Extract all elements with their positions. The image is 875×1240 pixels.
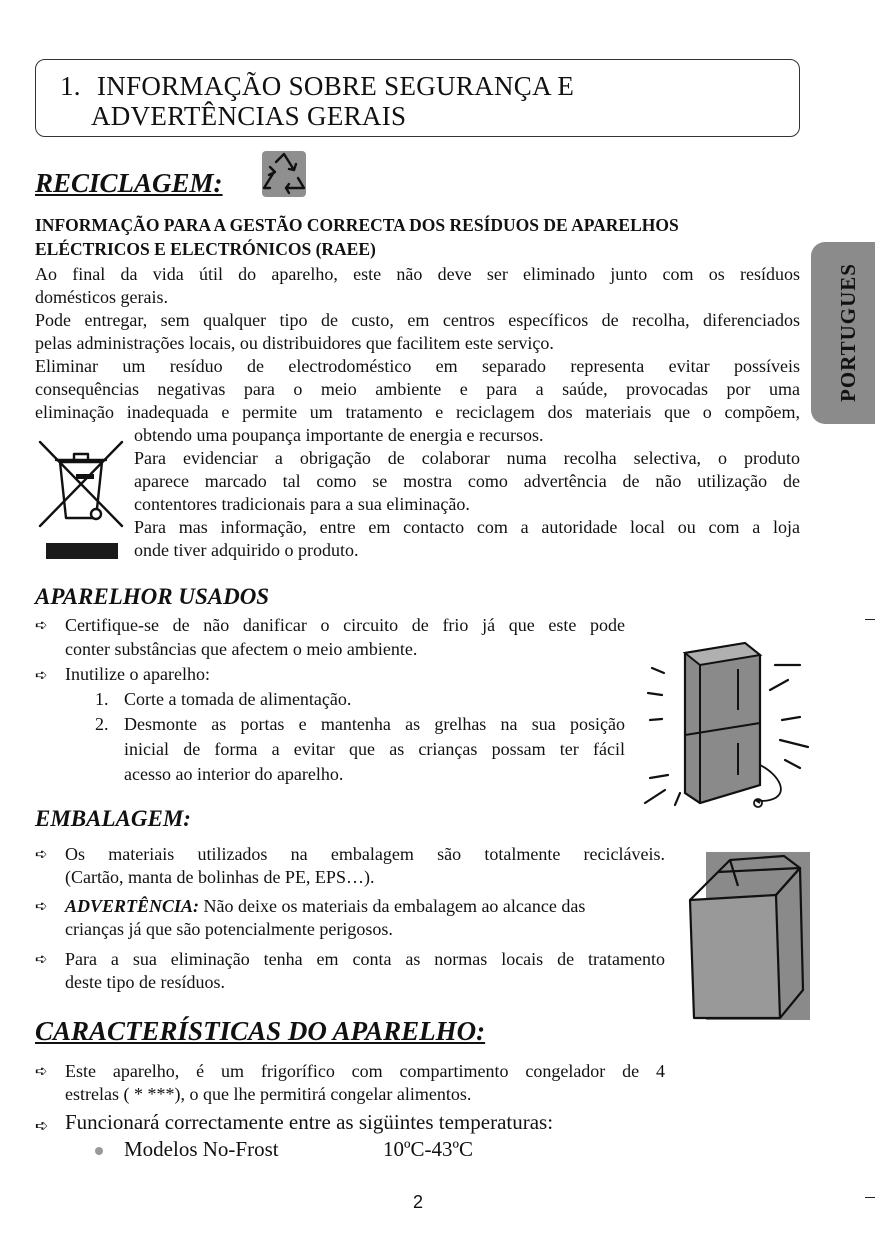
recycling-text-line: Ao final da vida útil do aparelho, este não deve ser eliminado junto com os resíduos xyxy=(35,264,800,284)
recycling-text-line: Pode entregar, sem qualquer tipo de custo, em centros específicos de recolha, diferenciados xyxy=(35,310,800,330)
recycling-text-line: domésticos gerais. xyxy=(35,287,168,307)
used-step-2-line1: Desmonte as portas e mantenha as grelhas na sua posição xyxy=(124,714,625,734)
used-bullet-2: Inutilize o aparelho: xyxy=(65,664,210,684)
used-step-2-line2: inicial de forma a evitar que as crianças possam ter fácil xyxy=(124,739,625,759)
recycling-text-line: consequências negativas para o meio ambiente e para a saúde, provocadas por uma xyxy=(35,379,800,399)
recycling-text-line: pelas administrações locais, ou distribuidores que facilitem este serviço. xyxy=(35,333,554,353)
old-fridge-illustration xyxy=(640,635,810,815)
arrow-bullet-icon: ➪ xyxy=(35,952,48,968)
arrow-bullet-icon: ➪ xyxy=(35,847,48,863)
dot-bullet-icon xyxy=(95,1147,103,1155)
features-bullet-2: Funcionará correctamente entre as sigüintes temperaturas: xyxy=(65,1110,554,1134)
used-step-1-number: 1. xyxy=(95,689,109,709)
temperature-range: 10ºC-43ºC xyxy=(383,1137,474,1161)
packaging-bullet-3-line1: Para a sua eliminação tenha em conta as normas locais de tratamento xyxy=(65,949,665,969)
packaging-box-illustration xyxy=(688,850,813,1022)
packaging-bullet-2-line1 xyxy=(65,895,585,918)
recycling-text-line: aparece marcado tal como se mostra como advertência de não utilização de xyxy=(134,471,800,491)
recycling-text-line: Para evidenciar a obrigação de colaborar numa recolha selectiva, o produto xyxy=(134,448,800,468)
warning-text: Não deixe os materiais da embalagem ao alcance das xyxy=(199,896,586,916)
arrow-bullet-icon: ➪ xyxy=(35,1064,48,1080)
section-title-line2: ADVERTÊNCIAS GERAIS xyxy=(91,101,407,131)
packaging-bullet-1-line1: Os materiais utilizados na embalagem são totalmente recicláveis. xyxy=(65,844,665,864)
recycling-heading: RECICLAGEM: xyxy=(35,168,223,198)
recycling-text-line: onde tiver adquirido o produto. xyxy=(134,540,359,560)
recycling-text-line: eliminação inadequada e permite um tratamento e reciclagem dos materiais que o compõem, xyxy=(35,402,800,422)
warning-label: ADVERTÊNCIA: xyxy=(65,896,200,916)
used-appliances-heading: APARELHOR USADOS xyxy=(35,584,270,609)
packaging-bullet-1-line2: (Cartão, manta de bolinhas de PE, EPS…). xyxy=(65,867,375,887)
section-number: 1. xyxy=(60,71,81,101)
used-step-2-number: 2. xyxy=(95,714,109,734)
section-title-line1: INFORMAÇÃO SOBRE SEGURANÇA E xyxy=(97,71,575,101)
used-step-1: Corte a tomada de alimentação. xyxy=(124,689,352,709)
recycle-icon xyxy=(256,150,310,198)
used-bullet-1-line2: conter substâncias que afectem o meio ambiente. xyxy=(65,639,418,659)
margin-tick xyxy=(865,619,875,620)
arrow-bullet-icon: ➪ xyxy=(35,899,48,915)
recycling-text-line: contentores tradicionais para a sua eliminação. xyxy=(134,494,470,514)
page-number: 2 xyxy=(412,1192,423,1212)
features-bullet-1-line2: estrelas ( * ***), o que lhe permitirá congelar alimentos. xyxy=(65,1084,472,1104)
packaging-bullet-2-line2: crianças já que são potencialmente perigosos. xyxy=(65,919,393,939)
model-name: Modelos No-Frost xyxy=(124,1137,279,1161)
recycling-text-line: Eliminar um resíduo de electrodoméstico em separado representa evitar possíveis xyxy=(35,356,800,376)
packaging-bullet-3-line2: deste tipo de resíduos. xyxy=(65,972,225,992)
recycling-text-line: obtendo uma poupança importante de energia e recursos. xyxy=(134,425,544,445)
raee-subheading-line2: ELÉCTRICOS E ELECTRÓNICOS (RAEE) xyxy=(35,239,376,259)
used-bullet-1-line1: Certifique-se de não danificar o circuito de frio já que este pode xyxy=(65,615,625,635)
arrow-bullet-icon: ➪ xyxy=(35,668,48,684)
language-tab-label: PORTUGUES xyxy=(836,263,860,402)
arrow-bullet-icon: ➪ xyxy=(35,618,48,634)
features-heading: CARACTERÍSTICAS DO APARELHO: xyxy=(35,1016,486,1046)
margin-tick xyxy=(865,1197,875,1198)
crossed-bin-icon xyxy=(36,438,126,563)
used-step-2-line3: acesso ao interior do aparelho. xyxy=(124,764,344,784)
recycling-text-line: Para mas informação, entre em contacto com a autoridade local ou com a loja xyxy=(134,517,800,537)
features-bullet-1-line1: Este aparelho, é um frigorífico com compartimento congelador de 4 xyxy=(65,1061,665,1081)
packaging-heading: EMBALAGEM: xyxy=(35,806,191,831)
arrow-bullet-icon: ➪ xyxy=(35,1118,49,1135)
raee-subheading-line1: INFORMAÇÃO PARA A GESTÃO CORRECTA DOS RESÍDUOS DE APARELHOS xyxy=(35,215,679,235)
